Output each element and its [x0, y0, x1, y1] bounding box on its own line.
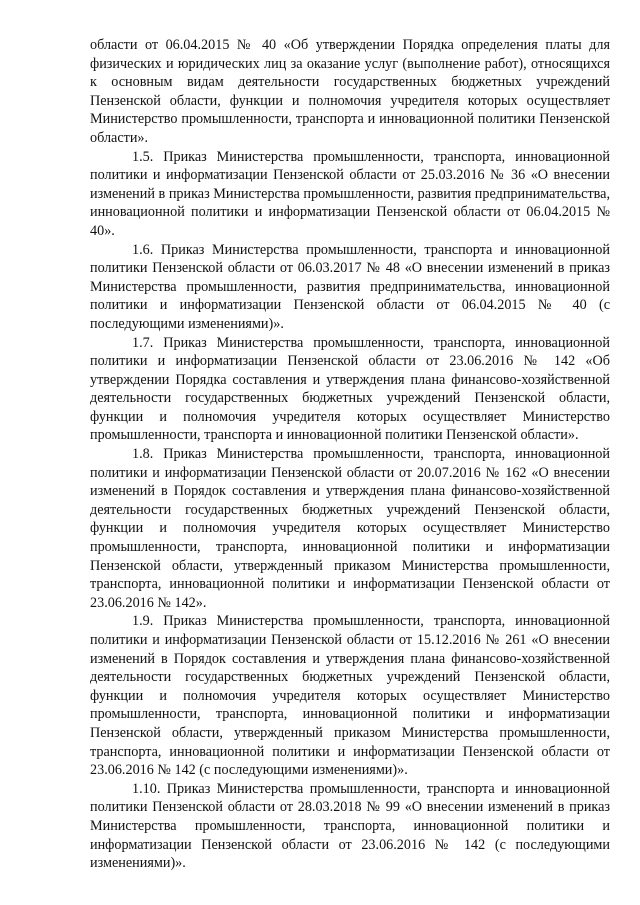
paragraph-1-5: 1.5. Приказ Министерства промышленности, транспорта, инновационной политики и информатизации Пензенской области от 25.03.2016 № 36 «О внесении изменений в приказ Министерства промышленности, развития предпринимательства, инновационной политики и информатизации Пензенской области от 06.04.2015 № 40».: [90, 148, 610, 239]
paragraph-continuation: области от 06.04.2015 № 40 «Об утверждении Порядка определения платы для физических и юридических лиц за оказание услуг (выполнение работ), относящихся к основным видам деятельности государственных бюджетных учреждений Пензенской области, функции и полномочия учредителя которых осуществляет Министерство промышленности, транспорта и инновационной политики Пензенской области».: [90, 37, 610, 146]
paragraph-1-7: 1.7. Приказ Министерства промышленности, транспорта, инновационной политики и информатизации Пензенской области от 23.06.2016 № 142 «Об утверждении Порядка составления и утверждения плана финансово-хозяйственной деятельности государственных бюджетных учреждений Пензенской области, функции и полномочия учредителя которых осуществляет Министерство промышленности, транспорта и инновационной политики Пензенской области».: [90, 334, 610, 444]
paragraph-1-10: 1.10. Приказ Министерства промышленности, транспорта и инновационной политики Пензенской области от 28.03.2018 № 99 «О внесении изменений в приказ Министерства промышленности, транспорта, инновационной политики и информатизации Пензенской области от 23.06.2016 № 142 (с последующими изменениями)».: [90, 780, 610, 872]
paragraph-1-6: 1.6. Приказ Министерства промышленности, транспорта и инновационной политики Пензенской области от 06.03.2017 № 48 «О внесении изменений в приказ Министерства промышленности, развития предпринимательства, инновационной политики и информатизации Пензенской области от 06.04.2015 № 40 (с последующими изменениями)».: [90, 241, 610, 332]
document-body: [90, 36, 610, 873]
paragraph-1-9: 1.9. Приказ Министерства промышленности, транспорта, инновационной политики и информатизации Пензенской области от 15.12.2016 № 261 «О внесении изменений в Порядок составления и утверждения плана финансово-хозяйственной деятельности государственных бюджетных учреждений Пензенской области, функции и полномочия учредителя которых осуществляет Министерство промышленности, транспорта, инновационной политики и информатизации Пензенской области, утвержденный приказом Министерства промышленности, транспорта, инновационной политики и информатизации Пензенской области от 23.06.2016 № 142 (с последующими изменениями)».: [90, 613, 610, 779]
paragraph-1-8: 1.8. Приказ Министерства промышленности, транспорта, инновационной политики и информатизации Пензенской области от 20.07.2016 № 162 «О внесении изменений в Порядок составления и утверждения плана финансово-хозяйственной деятельности государственных бюджетных учреждений Пензенской области, функции и полномочия учредителя которых осуществляет Министерство промышленности, транспорта, инновационной политики и информатизации Пензенской области, утвержденный приказом Министерства промышленности, транспорта, инновационной политики и информатизации Пензенской области от 23.06.2016 № 142».: [90, 446, 610, 611]
